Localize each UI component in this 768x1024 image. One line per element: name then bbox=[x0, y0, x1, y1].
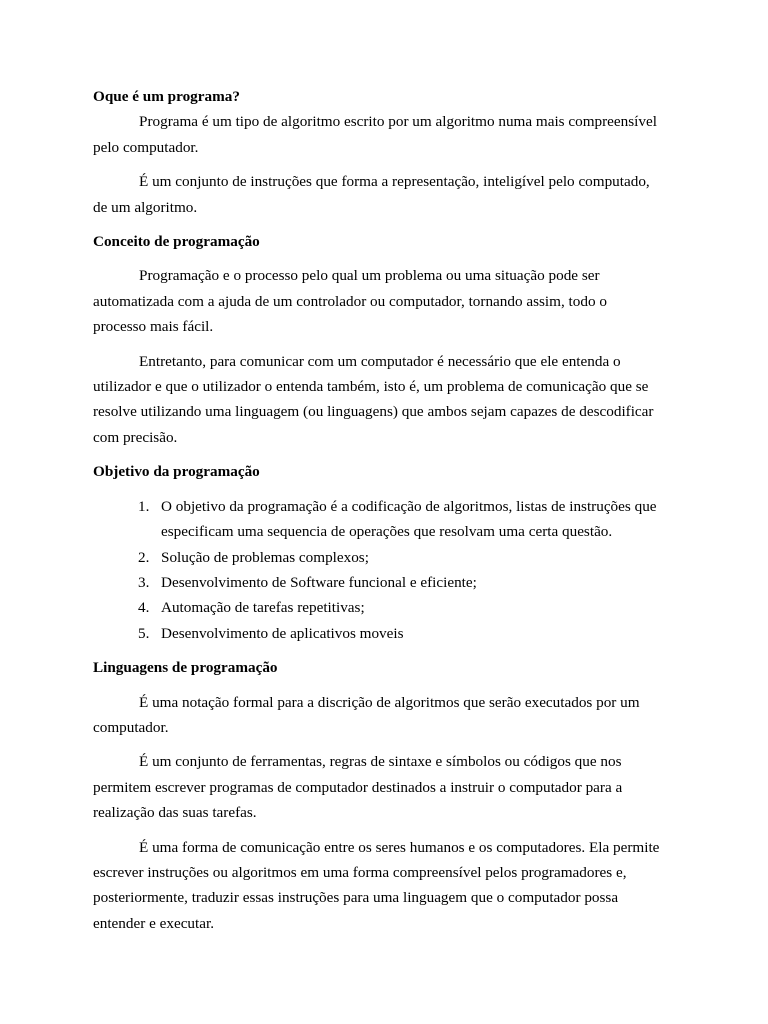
text-line: utilizador e que o utilizador o entenda também, isto é, um problema de comunicação que se bbox=[93, 378, 649, 396]
text-line: Automação de tarefas repetitivas; bbox=[161, 599, 365, 617]
section-heading: Oque é um programa? bbox=[93, 88, 240, 105]
text-line: Desenvolvimento de Software funcional e eficiente; bbox=[161, 573, 477, 591]
text-line: Entretanto, para comunicar com um computador é necessário que ele entenda o bbox=[139, 352, 621, 370]
paragraph bbox=[93, 263, 673, 339]
list-item bbox=[93, 545, 673, 570]
text-line: permitem escrever programas de computador destinados a instruir o computador para a bbox=[93, 778, 623, 796]
numbered-list bbox=[93, 494, 673, 646]
text-line: pelo computador. bbox=[93, 138, 199, 156]
text-line: especificam uma sequencia de operações que resolvam uma certa questão. bbox=[161, 523, 613, 541]
text-line: processo mais fácil. bbox=[93, 318, 214, 336]
paragraph bbox=[93, 349, 673, 451]
list-number: 1. bbox=[138, 497, 150, 515]
text-line: É uma notação formal para a discrição de algoritmos que serão executados por um bbox=[139, 693, 640, 711]
text-line: computador. bbox=[93, 718, 169, 736]
text-line: entender e executar. bbox=[93, 914, 215, 932]
text-line: automatizada com a ajuda de um controlador ou computador, tornando assim, todo o bbox=[93, 292, 607, 310]
section-heading: Linguagens de programação bbox=[93, 659, 278, 677]
text-line: realização das suas tarefas. bbox=[93, 804, 257, 822]
list-item bbox=[93, 595, 673, 620]
document-page bbox=[93, 84, 673, 936]
text-line: É um conjunto de ferramentas, regras de sintaxe e símbolos ou códigos que nos bbox=[139, 753, 622, 771]
section-heading: Objetivo da programação bbox=[93, 463, 260, 481]
text-line: O objetivo da programação é a codificação de algoritmos, listas de instruções que bbox=[161, 497, 657, 515]
text-line: Programa é um tipo de algoritmo escrito por um algoritmo numa mais compreensível bbox=[139, 113, 657, 131]
list-item bbox=[93, 570, 673, 595]
paragraph bbox=[93, 169, 673, 220]
list-number: 3. bbox=[138, 573, 150, 591]
text-line: É um conjunto de instruções que forma a representação, inteligível pelo computado, bbox=[139, 173, 650, 191]
text-line: resolve utilizando uma linguagem (ou linguagens) que ambos sejam capazes de descodificar bbox=[93, 403, 654, 421]
list-number: 5. bbox=[138, 624, 150, 642]
text-line: É uma forma de comunicação entre os seres humanos e os computadores. Ela permite bbox=[139, 838, 660, 856]
paragraph bbox=[93, 835, 673, 937]
paragraph bbox=[93, 690, 673, 741]
text-line: de um algoritmo. bbox=[93, 198, 198, 216]
list-number: 4. bbox=[138, 599, 150, 617]
text-line: com precisão. bbox=[93, 428, 178, 446]
list-item bbox=[93, 621, 673, 646]
paragraph bbox=[93, 749, 673, 825]
text-line: Programação e o processo pelo qual um problema ou uma situação pode ser bbox=[139, 267, 600, 285]
paragraph bbox=[93, 109, 673, 160]
text-line: escrever instruções ou algoritmos em uma forma compreensível pelos programadores e, bbox=[93, 863, 627, 881]
text-line: Desenvolvimento de aplicativos moveis bbox=[161, 624, 404, 642]
text-line: posteriormente, traduzir essas instruções para uma linguagem que o computador possa bbox=[93, 889, 619, 907]
list-item bbox=[93, 494, 673, 545]
section-heading: Conceito de programação bbox=[93, 233, 260, 251]
text-line: Solução de problemas complexos; bbox=[161, 548, 369, 566]
list-number: 2. bbox=[138, 548, 150, 566]
